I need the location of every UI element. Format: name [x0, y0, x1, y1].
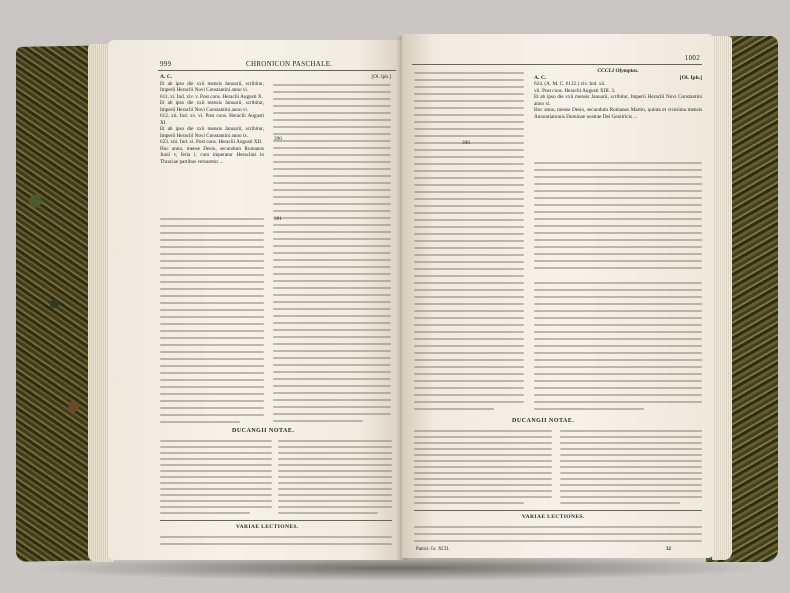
right-page-number: 1002: [684, 54, 700, 62]
left-latin-line-7: Hoc anno, mense Desio, secundum Romanos Junii v, feria i, cum imperator Heraclius in Thraciae partibus versaretur ...: [160, 145, 264, 165]
left-variae-title: VARIAE LECTIONES.: [236, 524, 299, 530]
header-rule-right: [412, 64, 702, 65]
left-running-head: CHRONICON PASCHALE.: [246, 60, 333, 68]
right-section-label: [Ol. Iph.]: [679, 74, 702, 81]
left-latin-column: [160, 74, 264, 165]
left-latin-line-3: Et ab ipso die xxii mensis Januarii, scribitur, Imperii Heraclii Novi Constantini anno vi.: [160, 100, 264, 113]
right-latin-line-3: Et ab ipso die xxii mensis Januarii, scribitur, Imperii Heraclii Novi Constantini anno xi.: [534, 94, 702, 107]
left-page-number: 999: [160, 60, 172, 68]
right-latin-line-2: vii. Post cons. Heraclii Augusti XIII. 3.: [534, 87, 616, 94]
left-notes-title: DUCANGII NOTAE.: [232, 428, 295, 434]
left-greek-marker-390: 390: [274, 136, 282, 142]
variae-rule-left: [160, 520, 392, 521]
right-ac-label: A. C.: [534, 74, 547, 81]
right-latin-line-4: Hoc anno, mense Desio, secundum Romanos Martio, quinta et vicesima mensis Annuntiationis Dominae nostrae Dei Genitricis ...: [534, 107, 702, 120]
right-notes-title: DUCANGII NOTAE.: [512, 418, 575, 424]
header-rule-left: [158, 70, 396, 71]
right-bottom-number: 32: [666, 547, 671, 552]
left-latin-line-6: 623. xiii. Ind. xi. Post cons. Heraclii Augusti XII.: [160, 139, 263, 145]
right-variae-title: VARIAE LECTIONES.: [522, 514, 585, 520]
right-page: [402, 34, 714, 558]
left-greek-column: [273, 74, 391, 81]
right-olympiad: CCCLI Olympias.: [597, 68, 639, 74]
left-greek-marker-391: 391: [274, 216, 282, 222]
right-greek-marker-390: 390: [462, 140, 470, 146]
left-page: [108, 40, 404, 560]
left-latin-line-0: A. C.: [160, 74, 173, 80]
left-latin-line-5: Et ab ipso die xxii mensis Januarii, scribitur, Imperii Heraclii Novi Constantini anno ix.: [160, 126, 264, 139]
left-latin-line-2: 611. xi. Ind. xiv. v. Post cons. Heraclii Augusti X.: [160, 93, 263, 100]
left-greek-marker-0: [Ol. Iph.]: [371, 74, 391, 80]
right-latin-column: [534, 68, 702, 120]
right-signature: Patrol. Gr. XCII.: [416, 547, 450, 552]
page-edges-right: [712, 36, 732, 560]
right-latin-line-1: 624. (A. M. C. 6132.) xiv. Ind. xii.: [534, 81, 606, 87]
left-latin-line-1: Et ab ipso die xxii mensis Januarii, scribitur, Imperii Heraclii Novi Constantini anno vi.: [160, 80, 264, 93]
left-latin-line-4: 612. xii. Ind. xv. vi. Post cons. Heraclii Augusti XI.: [160, 113, 264, 126]
variae-rule-right: [414, 510, 702, 511]
